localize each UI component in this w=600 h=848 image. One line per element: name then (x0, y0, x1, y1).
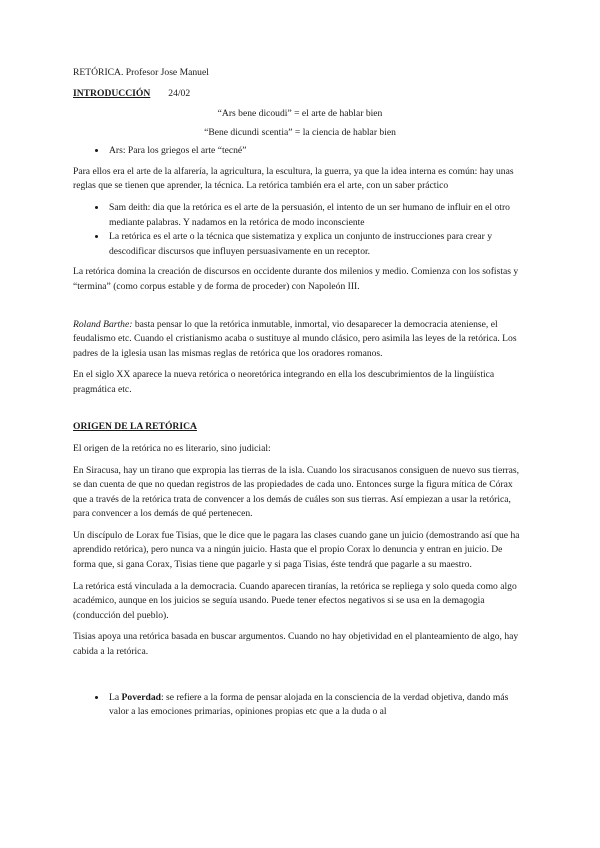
intro-paragraph-3: En el siglo XX aparece la nueva retórica o neoretórica integrando en ella los descubrimientos de la lingüística pragmática etc. (73, 369, 495, 395)
intro-section-title: INTRODUCCIÓN (73, 87, 151, 99)
origen-paragraph-1: El origen de la retórica no es literario, sino judicial: (73, 442, 271, 454)
intro-date: 24/02 (168, 87, 191, 99)
list-item: • Sam deith: dia que la retórica es el arte de la persuasión, el intento de un ser humano de influir en el otro mediante palabras. Y nadamos en la retórica de modo inconsciente (107, 201, 527, 230)
poverdad-term: Poverdad (121, 691, 161, 703)
origen-paragraph-3: Un discípulo de Lorax fue Tisias, que le dice que le pagara las clases cuando gane un juicio (demostrando así que ha aprendido retórica), pero nunca va a ningún juicio. Hasta que el propio Corax lo denuncia y entran en juicio. De forma que, si gana Corax, Tisias tiene que pagarle y si paga Tisias, éste tendrá que pagarle a su maestro. (73, 529, 520, 571)
origen-paragraph-5: Tisias apoya una retórica basada en buscar argumentos. Cuando no hay objetividad en el planteamiento de algo, hay cabida a la retórica. (73, 631, 519, 657)
barthe-name: Roland Barthe: (73, 318, 133, 330)
barthe-text: basta pensar lo que la retórica inmutable, inmortal, vio desaparecer la democracia ateniense, el feudalismo etc. Cuando el cristianismo acaba o sustituye al mundo clásico, pero asimila las leyes de la retórica. Los padres de la iglesia usan las mismas reglas de retórica que los oradores romanos. (73, 318, 517, 359)
intro-paragraph-1: Para ellos era el arte de la alfarería, la agricultura, la escultura, la guerra, ya que la idea interna es común: hay unas reglas que se tienen que aprender, la técnica. La retórica también era el arte, con un saber práctico (73, 165, 514, 192)
intro-heading-row (73, 87, 527, 102)
origen-paragraph-4: La retórica está vinculada a la democracia. Cuando aparecen tiranías, la retórica se repliega y solo queda como algo académico, aunque en los juicios se seguía usando. Puede tener efectos negativos si se usa en la demagogia (conducción del pueblo). (73, 580, 517, 621)
list-item: • Ars: Para los griegos el arte “tecné” (107, 144, 527, 159)
quote-ars: “Ars bene dicoudi” = el arte de hablar bien (217, 108, 383, 120)
barthe-paragraph (73, 318, 527, 362)
poverdad-text: : se refiere a la forma de pensar alojada en la consciencia de la verdad objetiva, dando más valor a las emociones primarias, opiniones propias etc que a la duda o al (109, 691, 509, 718)
poverdad-prefix: La (109, 691, 122, 703)
list-item (107, 691, 527, 720)
list-item: • La retórica es el arte o la técnica que sistematiza y explica un conjunto de instrucciones para crear y descodificar discursos que influyen persuasivamente en un receptor. (107, 230, 527, 259)
origen-paragraph-2: En Siracusa, hay un tirano que expropia las tierras de la isla. Cuando los siracusanos consiguen de nuevo sus tierras, se dan cuenta de que no quedan registros de las propiedades de cada uno. Entonces surge la figura mítica de Córax que a través de la retórica trata de convencer a los demás de cuáles son sus tierras. Así empiezan a usar la retórica, para convencer a los demás de qué pertenecen. (73, 464, 519, 520)
origen-section-title: ORIGEN DE LA RETÓRICA (73, 421, 197, 433)
quote-scentia: “Bene dicundi scentia” = la ciencia de hablar bien (204, 126, 396, 138)
poverdad-bullet-list (73, 691, 527, 720)
ars-bullet-list (73, 144, 527, 159)
intro-paragraph-2: La retórica domina la creación de discursos en occidente durante dos milenios y medio. Comienza con los sofistas y “termina” (como corpus estable y de forma de proceder) con Napoleón III. (73, 266, 519, 292)
definition-bullet-list (73, 201, 527, 259)
document-header: RETÓRICA. Profesor Jose Manuel (73, 67, 209, 78)
